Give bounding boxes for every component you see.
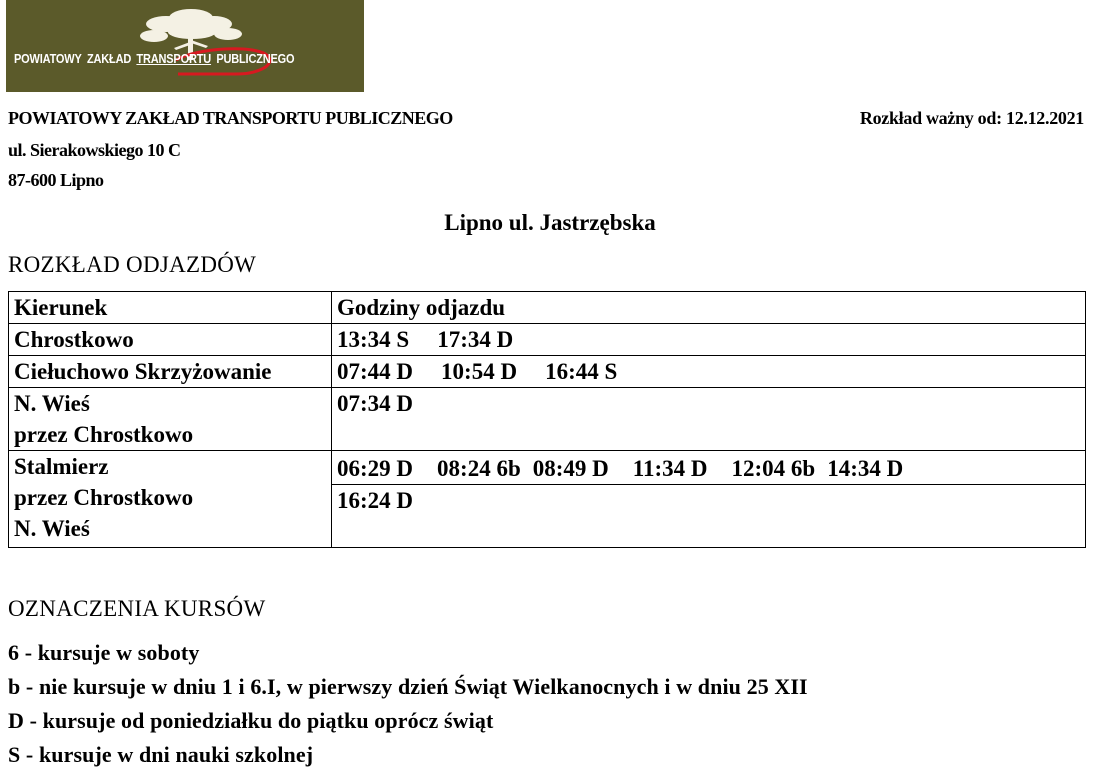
departure-time: 14:34 D bbox=[827, 456, 904, 481]
times-cell bbox=[332, 324, 1086, 356]
departure-time: 16:44 S bbox=[545, 359, 618, 384]
table-row bbox=[9, 451, 1086, 485]
logo-word: POWIATOWY bbox=[14, 52, 82, 66]
logo-word: TRANSPORTU bbox=[136, 52, 212, 66]
departure-time: 07:34 D bbox=[337, 391, 414, 416]
times-cell bbox=[332, 485, 1086, 548]
times-cell bbox=[332, 356, 1086, 388]
departure-time: 12:04 6b bbox=[731, 456, 816, 481]
direction-cell bbox=[9, 356, 332, 388]
valid-from: Rozkład ważny od: 12.12.2021 bbox=[859, 108, 1084, 128]
departure-time: 08:49 D bbox=[532, 456, 609, 481]
table-header-row bbox=[9, 292, 1086, 324]
table-row bbox=[9, 388, 1086, 451]
org-city: 87-600 Lipno bbox=[8, 170, 104, 190]
direction-line: przez Chrostkowo bbox=[14, 485, 194, 510]
company-logo bbox=[6, 0, 364, 92]
direction-line: N. Wieś bbox=[14, 391, 90, 416]
col-times-header: Godziny odjazdu bbox=[332, 292, 1086, 324]
times-cell bbox=[332, 388, 1086, 451]
legend-item: S - kursuje w dni nauki szkolnej bbox=[8, 742, 314, 767]
departure-time: 08:24 6b bbox=[437, 456, 521, 481]
times-cell bbox=[332, 451, 1086, 485]
direction-line: N. Wieś bbox=[14, 516, 90, 541]
departure-time: 16:24 D bbox=[337, 488, 414, 513]
stop-name: Lipno ul. Jastrzębska bbox=[444, 210, 656, 235]
direction-line: Stalmierz bbox=[14, 454, 109, 479]
direction-line: Chrostkowo bbox=[14, 327, 134, 352]
direction-cell bbox=[9, 451, 332, 548]
legend-item: 6 - kursuje w soboty bbox=[8, 640, 200, 665]
departure-time: 06:29 D bbox=[337, 456, 414, 481]
table-row bbox=[9, 356, 1086, 388]
logo-word: ZAKŁAD bbox=[86, 52, 132, 66]
direction-cell bbox=[9, 388, 332, 451]
direction-line: przez Chrostkowo bbox=[14, 422, 194, 447]
direction-cell bbox=[9, 324, 332, 356]
departure-time: 13:34 S bbox=[337, 327, 410, 352]
schedule-title: ROZKŁAD ODJAZDÓW bbox=[8, 252, 257, 277]
legend-item: b - nie kursuje w dniu 1 i 6.I, w pierwszy dzień Świąt Wielkanocnych i w dniu 25 XII bbox=[8, 674, 808, 699]
col-direction-header: Kierunek bbox=[9, 292, 332, 324]
org-name: POWIATOWY ZAKŁAD TRANSPORTU PUBLICZNEGO bbox=[8, 108, 453, 128]
legend-item: D - kursuje od poniedziałku do piątku oprócz świąt bbox=[8, 708, 494, 733]
table-row bbox=[9, 324, 1086, 356]
departure-time: 11:34 D bbox=[632, 456, 708, 481]
timetable bbox=[8, 291, 1086, 548]
departure-time: 07:44 D bbox=[337, 359, 414, 384]
direction-line: Ciełuchowo Skrzyżowanie bbox=[14, 359, 272, 384]
departure-time: 17:34 D bbox=[437, 327, 514, 352]
legend-title: OZNACZENIA KURSÓW bbox=[8, 596, 266, 621]
org-street: ul. Sierakowskiego 10 C bbox=[8, 140, 181, 160]
tree-logo-icon bbox=[6, 0, 364, 92]
logo-word: PUBLICZNEGO bbox=[216, 52, 295, 66]
departure-time: 10:54 D bbox=[441, 359, 518, 384]
